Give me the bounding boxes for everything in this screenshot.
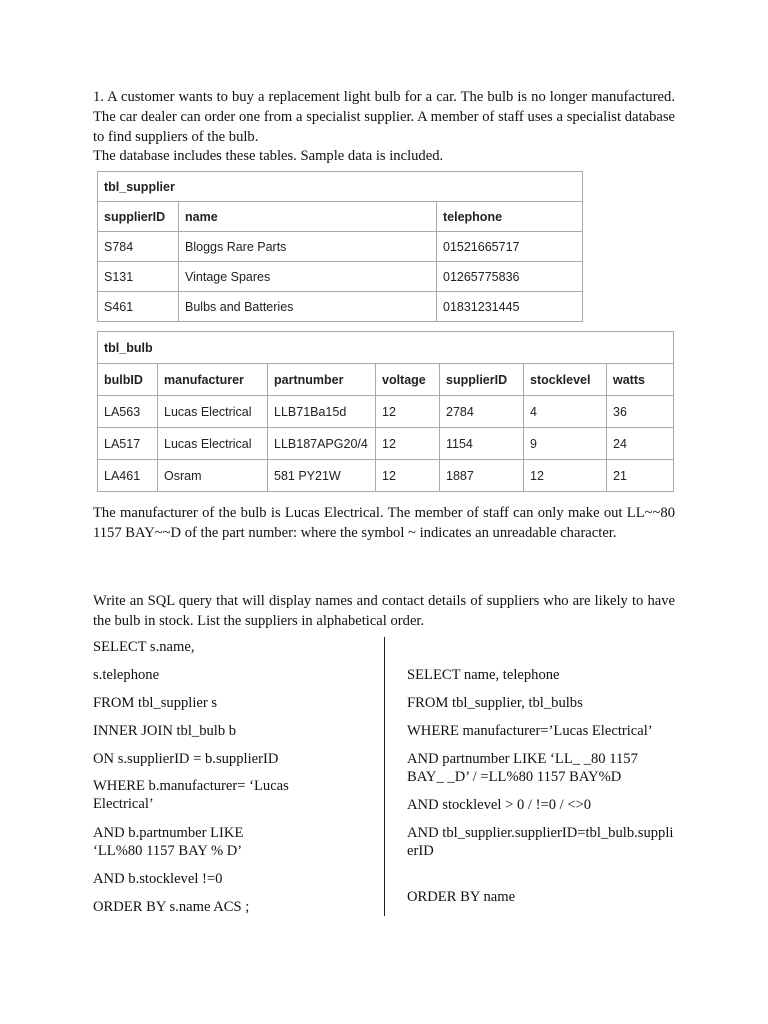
- table-cell: 24: [607, 428, 674, 460]
- sql-line: AND b.partnumber LIKE ‘LL%80 1157 BAY % D’: [93, 825, 244, 859]
- table-cell: LA563: [98, 396, 158, 428]
- intro-tables-note: The database includes these tables. Sample data is included.: [93, 148, 444, 164]
- table-cell: S461: [98, 292, 179, 322]
- table-row: [98, 262, 583, 292]
- table-cell: S131: [98, 262, 179, 292]
- table-cell: 4: [524, 396, 607, 428]
- sql-line: s.telephone: [93, 667, 160, 683]
- intro-paragraph: 1. A customer wants to buy a replacement light bulb for a car. The bulb is no longer manufactured. The car dealer can order one from a specialist supplier. A member of staff uses a specialist database to find suppliers of the bulb.: [93, 89, 675, 145]
- table-row: [98, 292, 583, 322]
- table-cell: Bulbs and Batteries: [179, 292, 437, 322]
- table-cell: 12: [376, 396, 440, 428]
- sql-line: AND partnumber LIKE ‘LL_ _80 1157 BAY_ _D’ / =LL%80 1157 BAY%D: [407, 751, 638, 785]
- sql-line: WHERE manufacturer=’Lucas Electrical’: [407, 723, 653, 739]
- table-cell: Bloggs Rare Parts: [179, 232, 437, 262]
- column-divider: [384, 637, 385, 916]
- table-row: [98, 232, 583, 262]
- table-cell: 01521665717: [437, 232, 583, 262]
- table-row: [98, 460, 674, 492]
- column-header: partnumber: [268, 364, 376, 396]
- sql-line: AND tbl_supplier.supplierID=tbl_bulb.supplierID: [407, 825, 674, 859]
- table-cell: Vintage Spares: [179, 262, 437, 292]
- table-row: [98, 428, 674, 460]
- column-header: bulbID: [98, 364, 158, 396]
- table-cell: 581 PY21W: [268, 460, 376, 492]
- column-header: telephone: [437, 202, 583, 232]
- table-cell: LA517: [98, 428, 158, 460]
- column-header: name: [179, 202, 437, 232]
- column-header: voltage: [376, 364, 440, 396]
- sql-line: SELECT s.name,: [93, 639, 195, 655]
- table-cell: 12: [524, 460, 607, 492]
- table-cell: LLB71Ba15d: [268, 396, 376, 428]
- table-cell: LA461: [98, 460, 158, 492]
- table-cell: LLB187APG20/4: [268, 428, 376, 460]
- table-cell: Osram: [158, 460, 268, 492]
- sql-line: AND b.stocklevel !=0: [93, 871, 223, 887]
- table-row: [98, 396, 674, 428]
- column-header: stocklevel: [524, 364, 607, 396]
- table-cell: 01265775836: [437, 262, 583, 292]
- table-cell: Lucas Electrical: [158, 396, 268, 428]
- sql-line: FROM tbl_supplier, tbl_bulbs: [407, 695, 583, 711]
- task-paragraph: Write an SQL query that will display names and contact details of suppliers who are likely to have the bulb in stock. List the suppliers in alphabetical order.: [93, 593, 675, 629]
- column-header: manufacturer: [158, 364, 268, 396]
- supplier-table: [97, 171, 583, 322]
- part-number-paragraph: The manufacturer of the bulb is Lucas Electrical. The member of staff can only make out LL~~80 1157 BAY~~D of the part number: where the symbol ~ indicates an unreadable character.: [93, 505, 675, 541]
- table-title: tbl_bulb: [98, 332, 674, 364]
- sql-line: ORDER BY s.name ACS ;: [93, 899, 250, 915]
- table-cell: 01831231445: [437, 292, 583, 322]
- sql-line: AND stocklevel > 0 / !=0 / <>0: [407, 797, 592, 813]
- column-header: watts: [607, 364, 674, 396]
- sql-line: WHERE b.manufacturer= ‘Lucas Electrical’: [93, 778, 289, 812]
- sql-line: FROM tbl_supplier s: [93, 695, 218, 711]
- table-cell: 1154: [440, 428, 524, 460]
- table-cell: 1887: [440, 460, 524, 492]
- table-cell: S784: [98, 232, 179, 262]
- sql-line: ON s.supplierID = b.supplierID: [93, 751, 279, 767]
- table-title: tbl_supplier: [98, 172, 583, 202]
- bulb-table: [97, 331, 674, 492]
- sql-line: SELECT name, telephone: [407, 667, 560, 683]
- column-header: supplierID: [98, 202, 179, 232]
- table-cell: 12: [376, 460, 440, 492]
- sql-line: INNER JOIN tbl_bulb b: [93, 723, 237, 739]
- sql-line: ORDER BY name: [407, 889, 516, 905]
- table-cell: Lucas Electrical: [158, 428, 268, 460]
- table-cell: 9: [524, 428, 607, 460]
- table-cell: 2784: [440, 396, 524, 428]
- column-header: supplierID: [440, 364, 524, 396]
- table-cell: 36: [607, 396, 674, 428]
- table-cell: 12: [376, 428, 440, 460]
- table-cell: 21: [607, 460, 674, 492]
